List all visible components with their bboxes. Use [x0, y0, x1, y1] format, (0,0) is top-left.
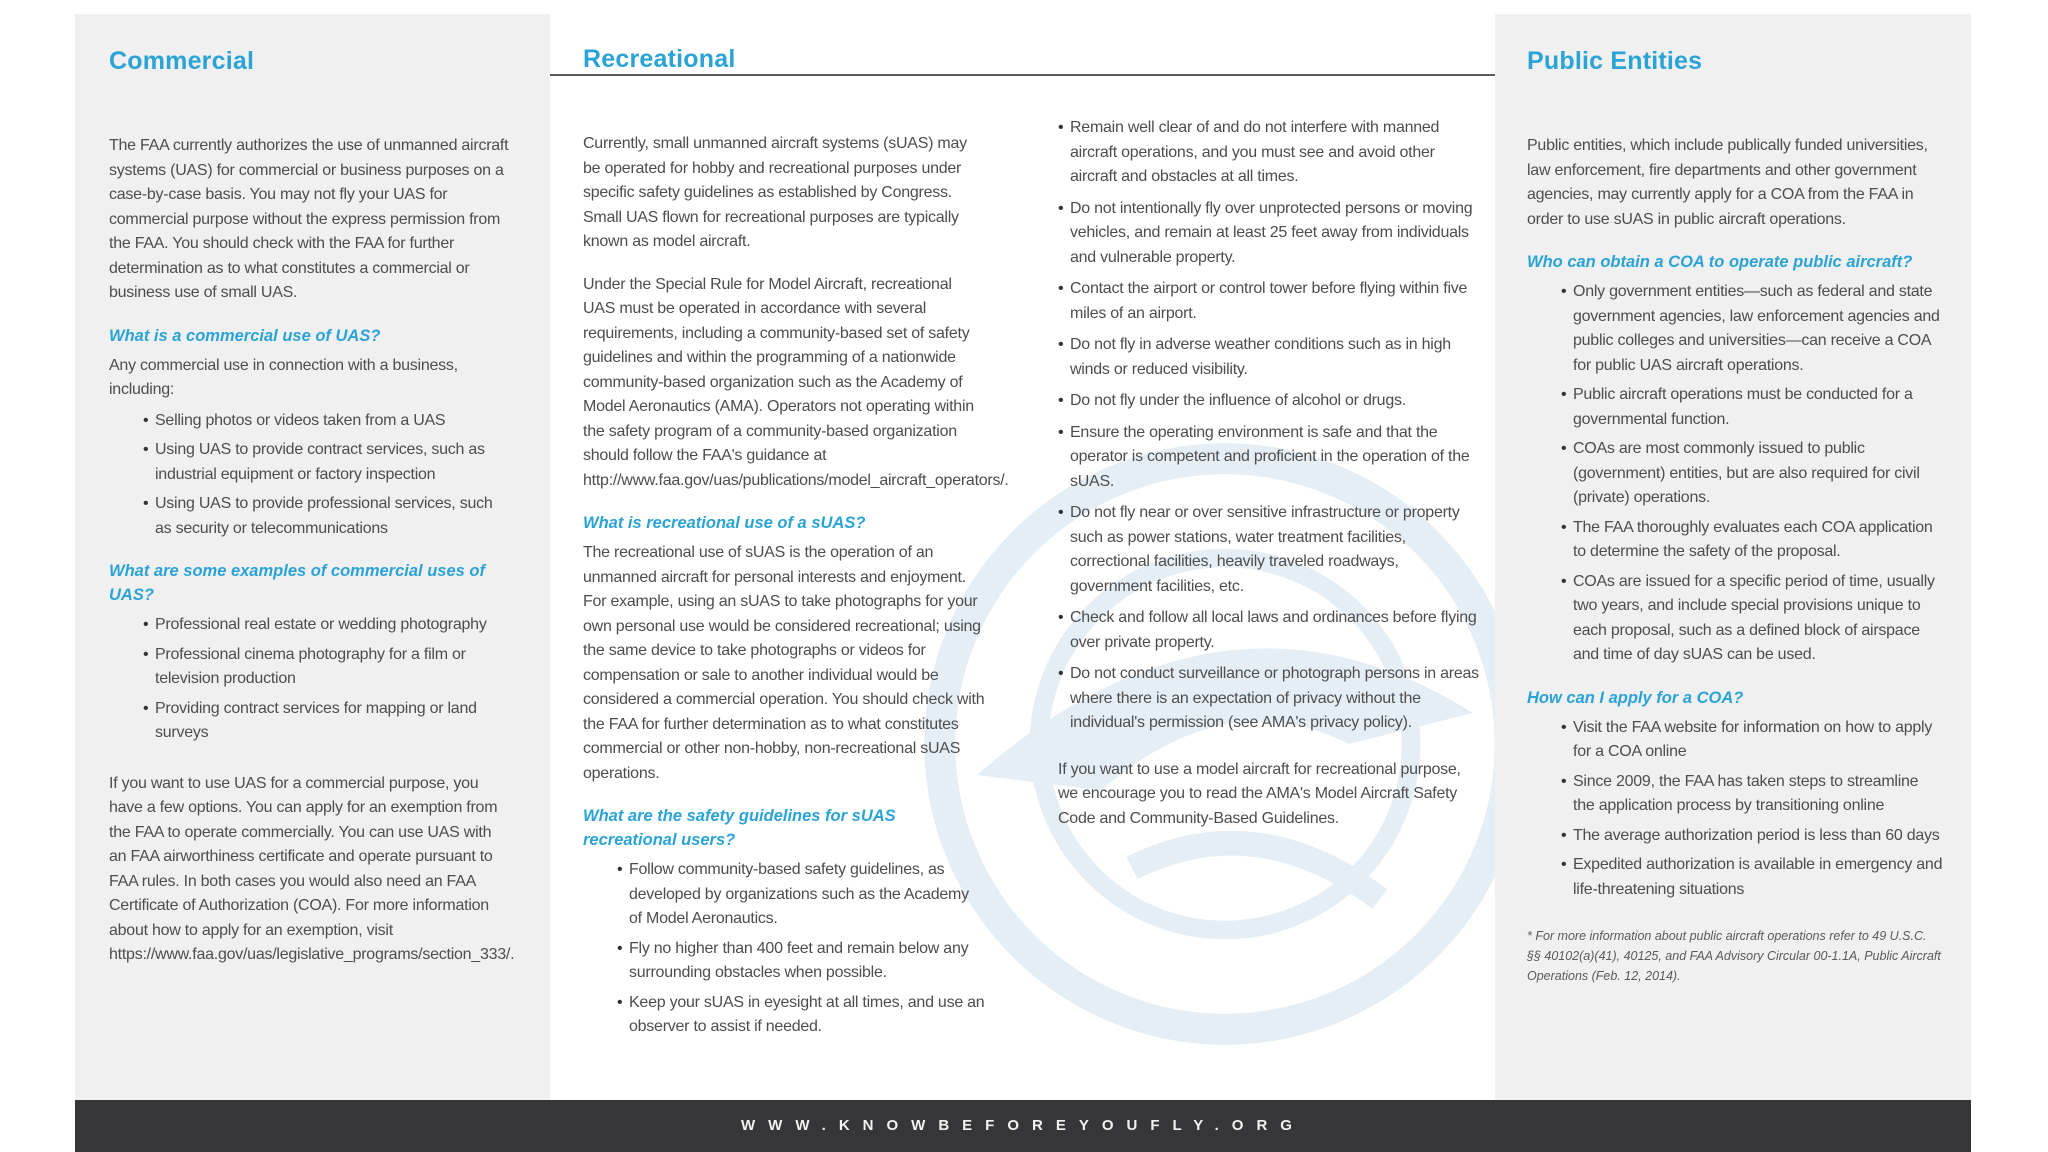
list-item: • Using UAS to provide contract services, such as industrial equipment or factory inspection: [143, 438, 510, 487]
list-item: • Using UAS to provide professional services, such as security or telecommunications: [143, 492, 510, 541]
commercial-panel: [75, 14, 550, 1100]
commercial-question-1: What is a commercial use of UAS?: [109, 326, 381, 345]
recreational-title: Recreational: [583, 45, 736, 73]
list-item: • The average authorization period is less than 60 days: [1561, 824, 1943, 849]
commercial-intro: The FAA currently authorizes the use of unmanned aircraft systems (UAS) for commercial or business purposes on a case-by-case basis. You may not fly your UAS for commercial purpose without the express permission from the FAA. You should check with the FAA for further determination as to what constitutes a commercial or business use of small UAS.: [109, 137, 509, 301]
list-item: • The FAA thoroughly evaluates each COA application to determine the safety of the proposal.: [1561, 516, 1943, 565]
list-item: • COAs are most commonly issued to public (government) entities, but are also required for civil (private) operations.: [1561, 437, 1943, 511]
list-item: • COAs are issued for a specific period of time, usually two years, and include special provisions unique to each proposal, such as a defined block of airspace and time of day sUAS can be used.: [1561, 570, 1943, 668]
list-item: • Contact the airport or control tower before flying within five miles of an airport.: [1058, 277, 1479, 326]
list-item: • Do not conduct surveillance or photograph persons in areas where there is an expectation of privacy without the individual's permission (see AMA's privacy policy).: [1058, 662, 1479, 736]
recreational-question-2: What are the safety guidelines for sUAS recreational users?: [583, 807, 896, 849]
recreational-panel: [550, 14, 1025, 1100]
coa-application-list: [1527, 716, 1943, 903]
brochure-page: [75, 14, 1971, 1152]
list-item: • Follow community-based safety guidelines, as developed by organizations such as the Academy of Model Aeronautics.: [617, 858, 985, 932]
list-item: • Do not fly near or over sensitive infrastructure or property such as power stations, water treatment facilities, correctional facilities, heavily traveled roadways, government facilities, etc.: [1058, 501, 1479, 599]
public-question-1: Who can obtain a COA to operate public aircraft?: [1527, 253, 1913, 271]
commercial-closing: If you want to use UAS for a commercial purpose, you have a few options. You can apply for an exemption from the FAA to operate commercially. You can use UAS with an FAA airworthiness certificate and operate pursuant to FAA rules. In both cases you would also need an FAA Certificate of Authorization (COA). For more information about how to apply for an exemption, visit https://www.faa.gov/uas/legislative_programs/section_333/.: [109, 774, 515, 963]
list-item: • Expedited authorization is available in emergency and life-threatening situations: [1561, 853, 1943, 902]
list-item: • Providing contract services for mapping or land surveys: [143, 697, 510, 746]
recreational-closing: If you want to use a model aircraft for recreational purpose, we encourage you to read the AMA's Model Aircraft Safety Code and Community-Based Guidelines.: [1058, 760, 1461, 827]
safety-guidelines-list-continued: [1058, 116, 1479, 736]
recreational-question-1: What is recreational use of a sUAS?: [583, 514, 866, 532]
list-item: • Do not fly in adverse weather conditions such as in high winds or reduced visibility.: [1058, 333, 1479, 382]
commercial-title: Commercial: [109, 47, 255, 75]
list-item: • Do not fly under the influence of alcohol or drugs.: [1058, 389, 1479, 414]
list-item: • Professional cinema photography for a film or television production: [143, 643, 510, 692]
commercial-examples-list: [109, 613, 510, 746]
recreational-special-rule: Under the Special Rule for Model Aircraft, recreational UAS must be operated in accordance with several requirements, including a community-based set of safety guidelines and within the programming of a nationwide community-based organization such as the Academy of Model Aeronautics (AMA). Operators not operating within the safety program of a community-based organization should follow the FAA's guidance at http://www.faa.gov/uas/publications/model_aircraft_operators/.: [583, 275, 1009, 489]
recreational-question-1-text: The recreational use of sUAS is the operation of an unmanned aircraft for personal interests and enjoyment. For example, using an sUAS to take photographs for your own personal use would be considered recreational; using the same device to take photographs or videos for compensation or sale to another individual would be considered a commercial operation. You should check with the FAA for further determination as to what constitutes commercial or other non-hobby, non-recreational sUAS operations.: [583, 544, 985, 782]
list-item: • Remain well clear of and do not interfere with manned aircraft operations, and you must see and avoid other aircraft and obstacles at all times.: [1058, 116, 1479, 190]
public-entities-title: Public Entities: [1527, 47, 1703, 75]
commercial-question-1-text: Any commercial use in connection with a business, including:: [109, 356, 458, 398]
list-item: • Only government entities—such as federal and state government agencies, law enforcement agencies and public colleges and universities—can receive a COA for public UAS aircraft operations.: [1561, 280, 1943, 378]
recreational-intro: Currently, small unmanned aircraft systems (sUAS) may be operated for hobby and recreational purposes under specific safety guidelines as established by Congress. Small UAS flown for recreational purposes are typically known as model aircraft.: [583, 135, 967, 250]
public-entities-intro: Public entities, which include publically funded universities, law enforcement, fire departments and other government agencies, may currently apply for a COA from the FAA in order to use sUAS in public aircraft operations.: [1527, 137, 1928, 228]
safety-guidelines-list: [583, 858, 985, 1040]
public-footnote: * For more information about public aircraft operations refer to 49 U.S.C. §§ 40102(a)(41), 40125, and FAA Advisory Circular 00-1.1A, Public Aircraft Operations (Feb. 12, 2014).: [1527, 929, 1941, 983]
list-item: • Since 2009, the FAA has taken steps to streamline the application process by transitioning online: [1561, 770, 1943, 819]
coa-eligibility-list: [1527, 280, 1943, 668]
list-item: • Fly no higher than 400 feet and remain below any surrounding obstacles when possible.: [617, 937, 985, 986]
list-item: • Ensure the operating environment is safe and that the operator is competent and proficient in the operation of the sUAS.: [1058, 421, 1479, 495]
list-item: • Visit the FAA website for information on how to apply for a COA online: [1561, 716, 1943, 765]
list-item: • Keep your sUAS in eyesight at all times, and use an observer to assist if needed.: [617, 991, 985, 1040]
list-item: • Do not intentionally fly over unprotected persons or moving vehicles, and remain at least 25 feet away from individuals and vulnerable property.: [1058, 197, 1479, 271]
public-question-2: How can I apply for a COA?: [1527, 688, 1744, 707]
recreational-panel-continued: [1025, 14, 1505, 1100]
public-entities-panel: [1495, 14, 1971, 1100]
list-item: • Check and follow all local laws and ordinances before flying over private property.: [1058, 606, 1479, 655]
footer-url: WWW.KNOWBEFOREYOUFLY.ORG: [75, 1100, 1971, 1152]
commercial-question-2: What are some examples of commercial uses of UAS?: [109, 562, 485, 604]
commercial-uses-list: [109, 409, 510, 542]
list-item: • Professional real estate or wedding photography: [143, 613, 510, 638]
list-item: • Selling photos or videos taken from a UAS: [143, 409, 510, 434]
list-item: • Public aircraft operations must be conducted for a governmental function.: [1561, 383, 1943, 432]
